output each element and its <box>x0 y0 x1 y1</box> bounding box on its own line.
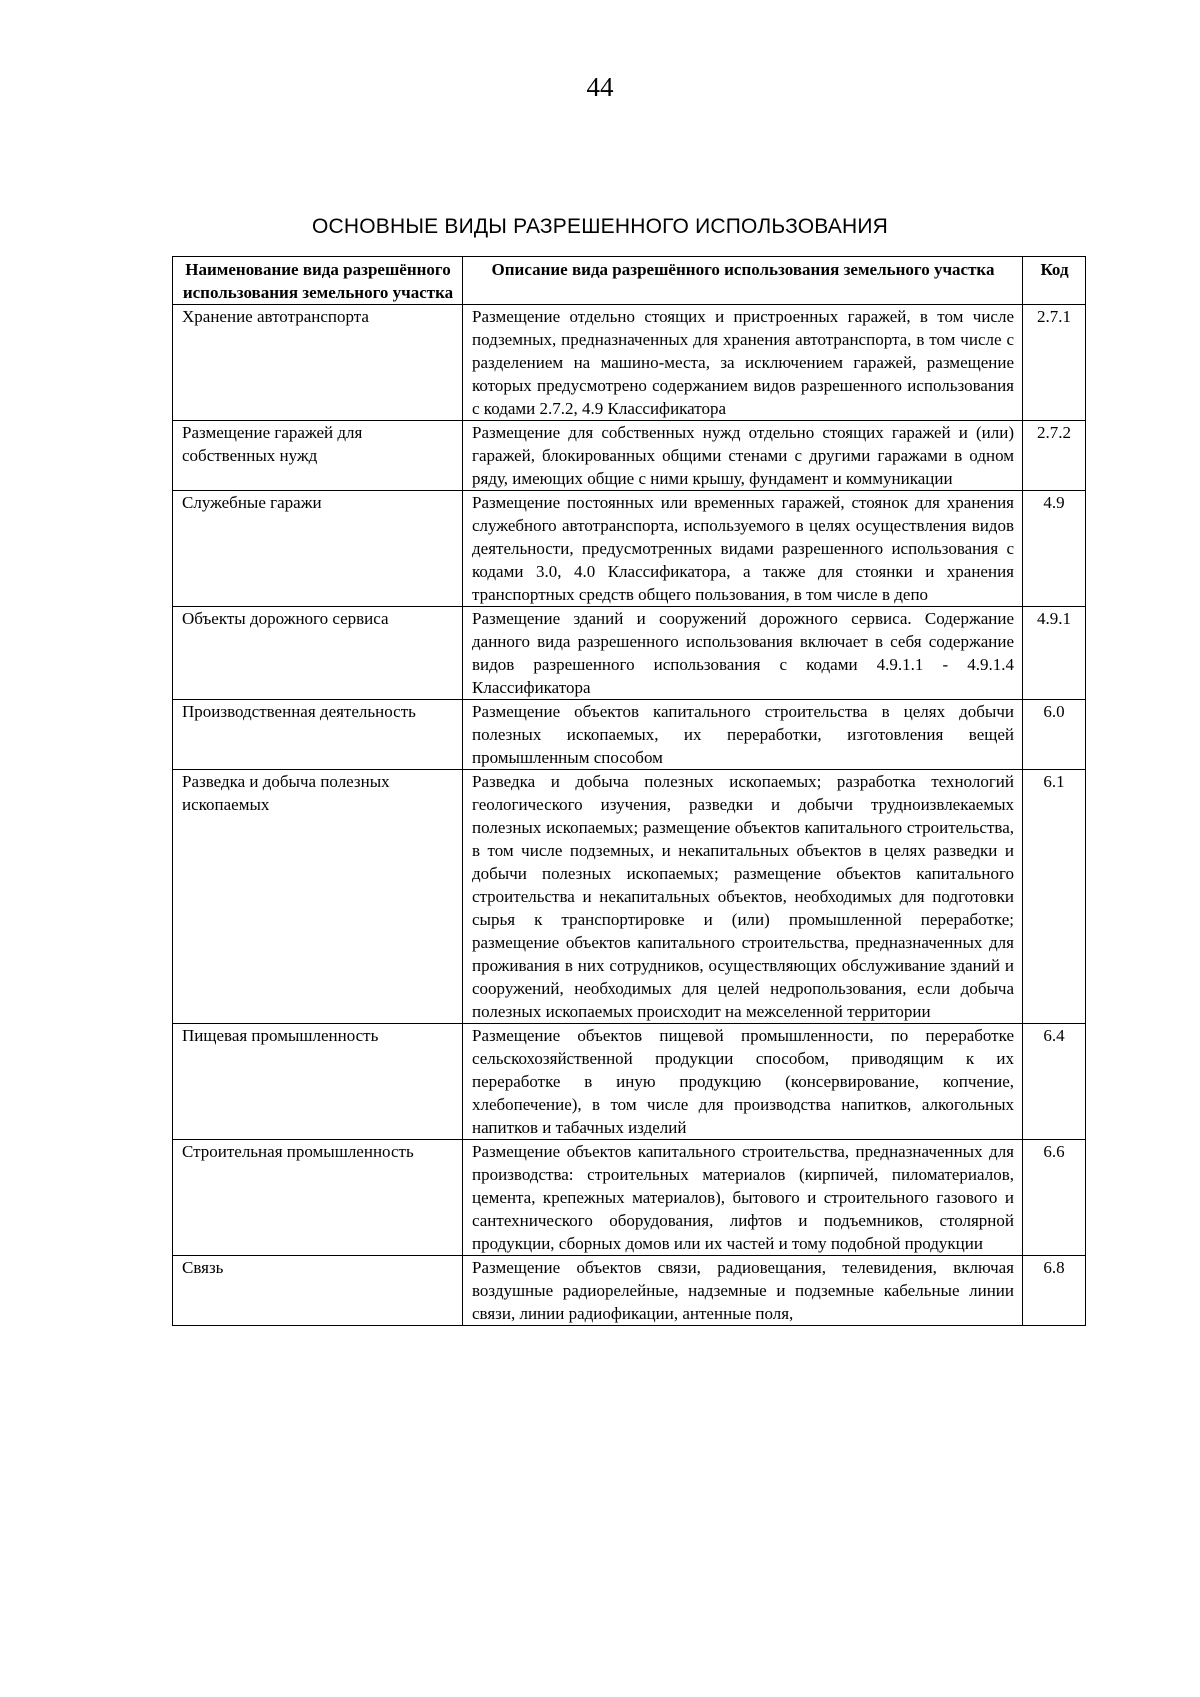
cell-name: Производственная деятельность <box>173 700 463 770</box>
cell-description: Размещение постоянных или временных гаражей, стоянок для хранения служебного автотранспорта, используемого в целях осуществления видов деятельности, предусмотренных видами разрешенного использования с кодами 3.0, 4.0 Классификатора, а также для стоянки и хранения транспортных средств общего пользования, в том числе в депо <box>463 491 1023 607</box>
cell-code: 6.1 <box>1023 770 1086 1024</box>
table-row <box>173 1024 1086 1140</box>
cell-description: Размещение объектов капитального строительства, предназначенных для производства: строительных материалов (кирпичей, пиломатериалов, цемента, крепежных материалов), бытового и строительного газового и сантехнического оборудования, лифтов и подъемников, столярной продукции, сборных домов или их частей и тому подобной продукции <box>463 1140 1023 1256</box>
header-description: Описание вида разрешённого использования земельного участка <box>463 257 1023 305</box>
cell-name: Строительная промышленность <box>173 1140 463 1256</box>
table-row <box>173 305 1086 421</box>
table-row <box>173 1140 1086 1256</box>
table-row <box>173 491 1086 607</box>
table-row <box>173 421 1086 491</box>
permitted-uses-table <box>172 256 1086 1326</box>
cell-description: Размещение отдельно стоящих и пристроенных гаражей, в том числе подземных, предназначенных для хранения автотранспорта, в том числе с разделением на машино-места, за исключением гаражей, размещение которых предусмотрено содержанием видов разрешенного использования с кодами 2.7.2, 4.9 Классификатора <box>463 305 1023 421</box>
cell-name: Хранение автотранспорта <box>173 305 463 421</box>
cell-name: Разведка и добыча полезных ископаемых <box>173 770 463 1024</box>
cell-code: 2.7.1 <box>1023 305 1086 421</box>
cell-name: Служебные гаражи <box>173 491 463 607</box>
table-row <box>173 1256 1086 1326</box>
cell-code: 4.9 <box>1023 491 1086 607</box>
cell-code: 6.4 <box>1023 1024 1086 1140</box>
cell-name: Пищевая промышленность <box>173 1024 463 1140</box>
table-header-row <box>173 257 1086 305</box>
cell-description: Размещение объектов капитального строительства в целях добычи полезных ископаемых, их переработки, изготовления вещей промышленным способом <box>463 700 1023 770</box>
cell-code: 6.0 <box>1023 700 1086 770</box>
page-number: 44 <box>586 72 614 102</box>
cell-description: Размещение зданий и сооружений дорожного сервиса. Содержание данного вида разрешенного использования включает в себя содержание видов разрешенного использования с кодами 4.9.1.1 - 4.9.1.4 Классификатора <box>463 607 1023 700</box>
cell-code: 4.9.1 <box>1023 607 1086 700</box>
table-row <box>173 770 1086 1024</box>
cell-name: Размещение гаражей для собственных нужд <box>173 421 463 491</box>
cell-code: 2.7.2 <box>1023 421 1086 491</box>
cell-description: Размещение объектов связи, радиовещания, телевидения, включая воздушные радиорелейные, надземные и подземные кабельные линии связи, линии радиофикации, антенные поля, <box>463 1256 1023 1326</box>
section-heading: ОСНОВНЫЕ ВИДЫ РАЗРЕШЕННОГО ИСПОЛЬЗОВАНИЯ <box>311 215 888 238</box>
header-name: Наименование вида разрешённого использования земельного участка <box>173 257 463 305</box>
cell-description: Размещение объектов пищевой промышленности, по переработке сельскохозяйственной продукции способом, приводящим к их переработке в иную продукцию (консервирование, копчение, хлебопечение), в том числе для производства напитков, алкогольных напитков и табачных изделий <box>463 1024 1023 1140</box>
cell-code: 6.6 <box>1023 1140 1086 1256</box>
cell-description: Размещение для собственных нужд отдельно стоящих гаражей и (или) гаражей, блокированных общими стенами с другими гаражами в одном ряду, имеющих общие с ними крышу, фундамент и коммуникации <box>463 421 1023 491</box>
cell-name: Связь <box>173 1256 463 1326</box>
cell-code: 6.8 <box>1023 1256 1086 1326</box>
cell-description: Разведка и добыча полезных ископаемых; разработка технологий геологического изучения, разведки и добычи трудноизвлекаемых полезных ископаемых; размещение объектов капитального строительства, в том числе подземных, и некапитальных объектов в целях разведки и добычи полезных ископаемых; размещение объектов капитального строительства и некапитальных объектов, необходимых для подготовки сырья к транспортировке и (или) промышленной переработке; размещение объектов капитального строительства, предназначенных для проживания в них сотрудников, осуществляющих обслуживание зданий и сооружений, необходимых для целей недропользования, если добыча полезных ископаемых происходит на межселенной территории <box>463 770 1023 1024</box>
table-row <box>173 607 1086 700</box>
header-code: Код <box>1023 257 1086 305</box>
cell-name: Объекты дорожного сервиса <box>173 607 463 700</box>
table-row <box>173 700 1086 770</box>
